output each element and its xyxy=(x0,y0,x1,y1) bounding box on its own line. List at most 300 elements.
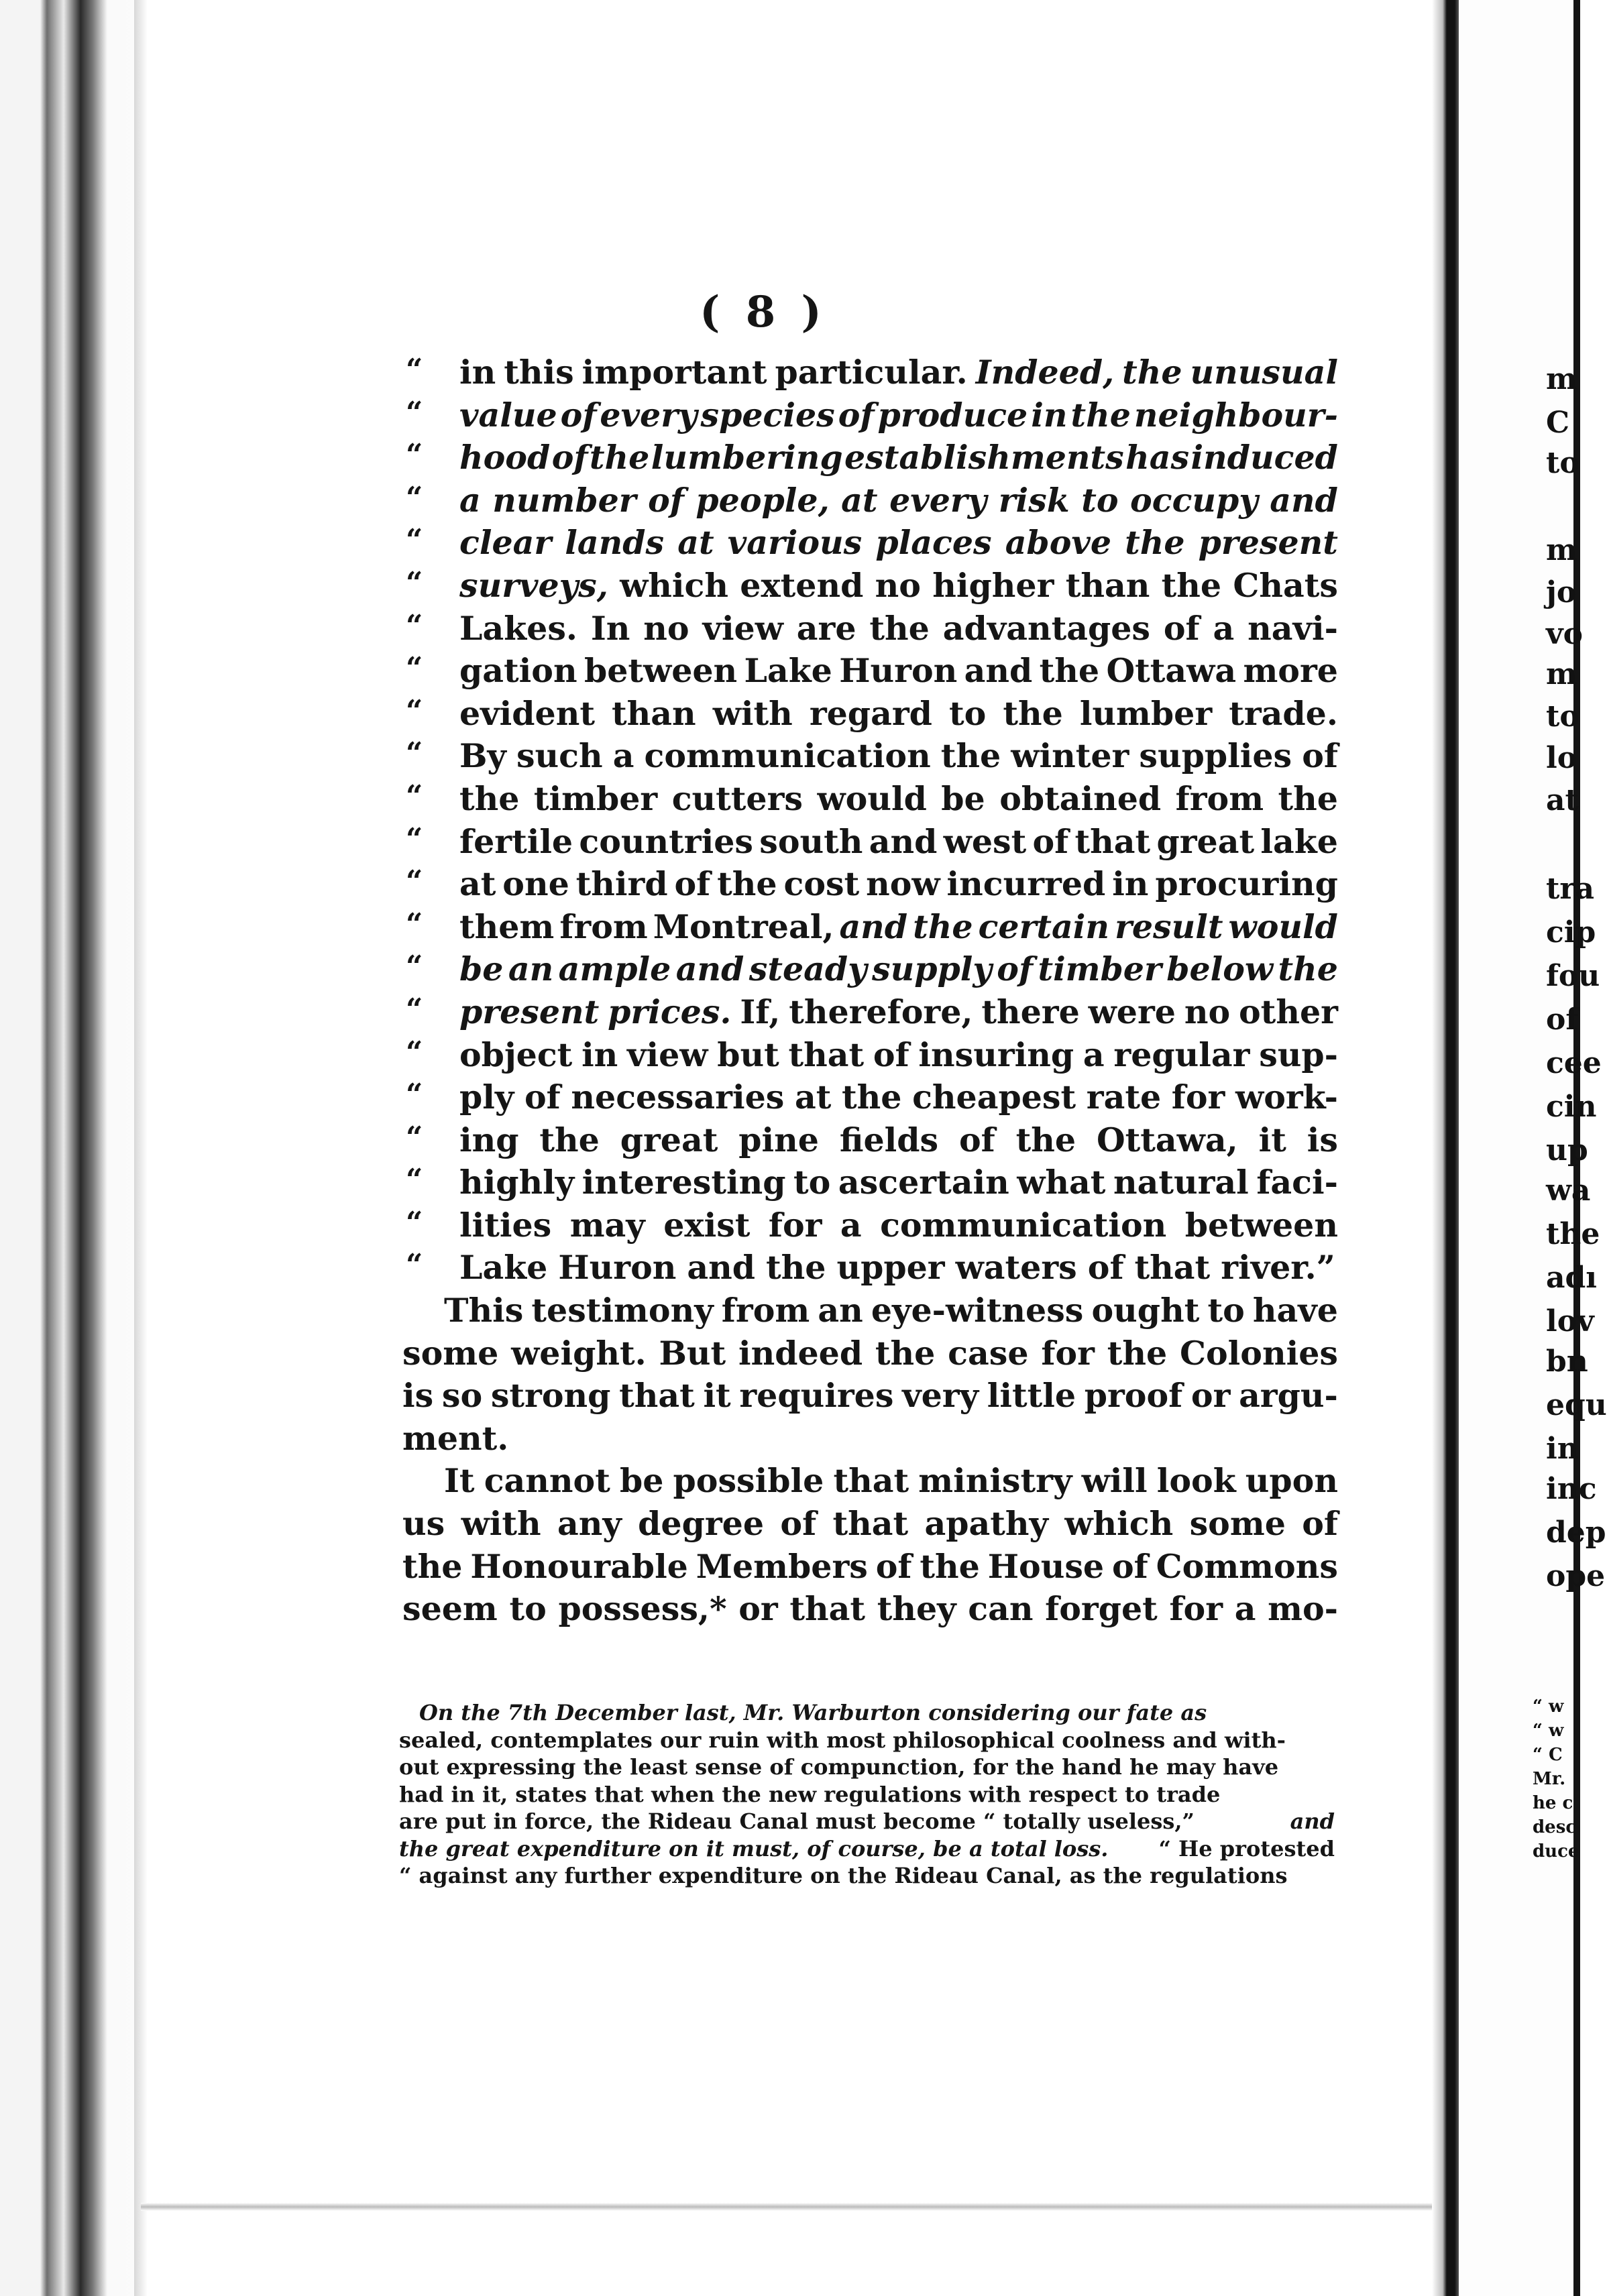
word: rate xyxy=(1086,1078,1162,1117)
word: it xyxy=(1258,1120,1286,1159)
word: the xyxy=(1070,395,1131,435)
word: no xyxy=(643,608,689,648)
word: or xyxy=(738,1589,778,1629)
word: therefore, xyxy=(789,992,973,1031)
quote-mark: “ xyxy=(406,736,423,771)
word: This xyxy=(444,1291,524,1330)
word: hood xyxy=(459,438,551,477)
word: will xyxy=(1081,1461,1148,1501)
text-line xyxy=(406,1205,1338,1249)
quote-mark: “ xyxy=(406,480,423,515)
word: fields xyxy=(839,1120,939,1159)
adjacent-page-fragment: in xyxy=(1546,1432,1579,1466)
word: the xyxy=(539,1120,600,1159)
word: and xyxy=(839,907,908,946)
word: the xyxy=(402,1546,463,1586)
word: river.” xyxy=(1221,1248,1335,1287)
adjacent-page-fragment: bn xyxy=(1546,1344,1588,1379)
word: of xyxy=(648,480,684,520)
word: of xyxy=(959,1120,995,1159)
word: establishments xyxy=(844,438,1124,477)
word: every xyxy=(889,480,987,520)
word: upon xyxy=(1245,1461,1338,1501)
word: the xyxy=(1015,1120,1076,1159)
adjacent-page-fragment: of xyxy=(1546,1002,1579,1037)
adjacent-page-fragment: equ xyxy=(1546,1388,1607,1422)
word: which xyxy=(620,565,728,605)
word: is xyxy=(402,1376,434,1416)
adjacent-page-fragment: cin xyxy=(1546,1090,1597,1124)
text-line xyxy=(406,1248,1338,1291)
footnote-text: are put in force, the Rideau Canal must become “ totally useless,” xyxy=(399,1809,1195,1834)
word: to xyxy=(793,1163,831,1202)
word: west xyxy=(943,821,1027,861)
word: procuring xyxy=(1155,864,1338,904)
word: between xyxy=(1184,1205,1338,1245)
quote-mark: “ xyxy=(406,353,423,387)
word: it xyxy=(703,1376,731,1416)
text-line xyxy=(402,1376,1338,1419)
word: neighbour- xyxy=(1133,395,1338,435)
footnote-line xyxy=(399,1700,1335,1727)
word: one xyxy=(502,864,569,904)
word: ascertain xyxy=(838,1163,1009,1202)
quote-mark: “ xyxy=(406,1120,423,1155)
word: have xyxy=(1252,1291,1338,1330)
word: unusual xyxy=(1190,353,1338,392)
word: from xyxy=(1175,779,1264,818)
word: an xyxy=(818,1291,863,1330)
word: communication xyxy=(644,736,931,776)
word: extend xyxy=(740,565,864,605)
word: the xyxy=(766,1248,826,1287)
adjacent-page-fragment: cip xyxy=(1546,915,1596,950)
quote-mark: “ xyxy=(406,1078,423,1112)
word: obtained xyxy=(999,779,1162,818)
word: the xyxy=(913,907,973,946)
word: no xyxy=(875,565,921,605)
word: of xyxy=(875,1546,912,1586)
word: cheapest xyxy=(912,1078,1076,1117)
word: south xyxy=(759,821,863,861)
text-line xyxy=(406,523,1338,566)
word: work- xyxy=(1235,1078,1338,1117)
word: the xyxy=(940,736,1001,776)
adjacent-footnote-fragment: “ C xyxy=(1533,1745,1563,1765)
word: a xyxy=(612,736,634,776)
word: sup- xyxy=(1259,1035,1338,1074)
word: countries xyxy=(579,821,753,861)
word: higher xyxy=(932,565,1054,605)
word: ing xyxy=(459,1120,519,1159)
paragraph xyxy=(402,1291,1338,1461)
adjacent-page-fragment: adı xyxy=(1546,1261,1597,1295)
word: be xyxy=(459,950,504,989)
word: timber xyxy=(1038,950,1162,989)
word: mo- xyxy=(1268,1589,1338,1629)
word: important xyxy=(581,353,767,392)
quote-mark: “ xyxy=(406,395,423,430)
word: of xyxy=(1302,736,1338,776)
text-line xyxy=(406,907,1338,950)
word: indeed xyxy=(738,1333,863,1373)
word: waters xyxy=(955,1248,1077,1287)
adjacent-page-fragment: dep xyxy=(1546,1515,1606,1550)
footnote-text: the great expenditure on it must, of course, be a total loss. xyxy=(399,1835,1109,1861)
word: winter xyxy=(1011,736,1129,776)
word: the xyxy=(869,608,930,648)
word: than xyxy=(612,693,696,733)
word: eye-witness xyxy=(871,1291,1084,1330)
word: with xyxy=(461,1504,541,1544)
word: to xyxy=(948,693,987,733)
word: of xyxy=(674,864,711,904)
word: the xyxy=(1039,651,1100,691)
footnote-line xyxy=(399,1836,1335,1863)
word: great xyxy=(1156,821,1255,861)
adjacent-page-fragment: tra xyxy=(1546,872,1595,906)
quote-mark: “ xyxy=(406,651,423,686)
word: present xyxy=(1198,523,1338,563)
word: in xyxy=(459,353,496,392)
word: with xyxy=(712,693,793,733)
word: at xyxy=(459,864,496,904)
page-number: ( 8 ) xyxy=(700,287,827,337)
word: in xyxy=(581,1035,618,1074)
text-line xyxy=(406,1120,1338,1163)
adjacent-page-fragment: ope xyxy=(1546,1559,1606,1593)
adjacent-footnote-fragment: “ w xyxy=(1533,1721,1564,1741)
text-line xyxy=(402,1589,1338,1632)
quote-mark: “ xyxy=(406,608,423,643)
scan-binding-edge xyxy=(0,0,141,2296)
word: advantages xyxy=(942,608,1150,648)
word: of xyxy=(873,1035,909,1074)
footnote-text: On the 7th December last, Mr. Warburton considering our fate as xyxy=(419,1700,1207,1725)
word: Lake xyxy=(459,1248,548,1287)
scan-right-edge xyxy=(1432,0,1459,2296)
word: various xyxy=(727,523,863,563)
word: certain xyxy=(978,907,1110,946)
word: proof xyxy=(1084,1376,1183,1416)
text-line xyxy=(402,1547,1338,1590)
word: are xyxy=(796,608,856,648)
quote-mark: “ xyxy=(406,1163,423,1198)
word: some xyxy=(1189,1504,1286,1544)
adjacent-page-fragment: C xyxy=(1546,406,1570,440)
text-line xyxy=(402,1504,1338,1547)
text-line xyxy=(402,1419,1338,1462)
word: some xyxy=(402,1333,499,1373)
word: clear xyxy=(459,523,552,563)
word: there xyxy=(981,992,1080,1031)
word: a xyxy=(1213,608,1235,648)
word: in xyxy=(1112,864,1149,904)
word: Lakes. xyxy=(459,608,577,648)
word: of xyxy=(1087,1248,1124,1287)
adjacent-footnote-fragment: desc xyxy=(1533,1817,1577,1837)
word: induced xyxy=(1190,438,1338,477)
text-line xyxy=(406,864,1338,907)
word: Commons xyxy=(1156,1546,1338,1586)
word: Members xyxy=(696,1546,868,1586)
word: incurred xyxy=(946,864,1106,904)
word: fertile xyxy=(459,821,573,861)
word: that xyxy=(832,1504,909,1544)
word: cannot xyxy=(484,1461,610,1501)
word: of xyxy=(551,438,588,477)
word: us xyxy=(402,1504,445,1544)
adjacent-page xyxy=(1459,0,1607,2296)
footnote-text: out expressing the least sense of compunction, for the hand he may have xyxy=(399,1754,1279,1780)
word: of xyxy=(1112,1546,1148,1586)
word: seem xyxy=(402,1589,498,1629)
word: of xyxy=(1302,1504,1338,1544)
word: this xyxy=(504,353,574,392)
adjacent-page-fragment: at xyxy=(1546,783,1579,817)
word: any xyxy=(557,1504,622,1544)
word: for xyxy=(1041,1333,1095,1373)
quote-mark: “ xyxy=(406,523,423,558)
word: the xyxy=(459,779,520,818)
word: or xyxy=(1190,1376,1231,1416)
word: has xyxy=(1125,438,1190,477)
word: ply xyxy=(459,1078,514,1117)
word: ministry xyxy=(918,1461,1072,1501)
word: the xyxy=(717,864,777,904)
footnote-line xyxy=(399,1782,1335,1809)
word: ment. xyxy=(402,1418,509,1458)
word: forget xyxy=(1045,1589,1158,1629)
word: necessaries xyxy=(571,1078,785,1117)
word: for xyxy=(1169,1589,1223,1629)
word: ample xyxy=(558,950,671,989)
adjacent-page-fragment: m xyxy=(1546,657,1577,691)
word: exist xyxy=(663,1205,751,1245)
word: so xyxy=(441,1376,483,1416)
word: requires xyxy=(739,1376,894,1416)
word: from xyxy=(721,1291,810,1330)
word: House xyxy=(987,1546,1105,1586)
word: but xyxy=(717,1035,779,1074)
text-line xyxy=(406,1163,1338,1206)
word: what xyxy=(1017,1163,1106,1202)
text-line xyxy=(406,395,1338,439)
word: supply xyxy=(872,950,992,989)
word: interesting xyxy=(581,1163,786,1202)
text-line xyxy=(406,693,1338,737)
adjacent-footnote-fragment: “ w xyxy=(1533,1697,1564,1717)
word: the xyxy=(1125,523,1185,563)
text-line xyxy=(406,565,1338,609)
word: lake xyxy=(1260,821,1338,861)
word: lumber xyxy=(1079,693,1213,733)
text-line xyxy=(402,1461,1338,1504)
word: Honourable xyxy=(470,1546,688,1586)
footnote-line xyxy=(399,1863,1335,1890)
word: below xyxy=(1166,950,1274,989)
adjacent-page-fragment: cee xyxy=(1546,1046,1602,1080)
word: that xyxy=(1074,821,1151,861)
text-line xyxy=(402,1291,1338,1334)
word: object xyxy=(459,1035,573,1074)
word: would xyxy=(817,779,927,818)
word: between xyxy=(584,651,738,691)
word: and xyxy=(675,950,744,989)
page-bottom-edge xyxy=(141,2203,1432,2211)
word: now xyxy=(866,864,940,904)
text-line xyxy=(406,950,1338,992)
word: upper xyxy=(836,1248,945,1287)
word: highly xyxy=(459,1163,575,1202)
word: evident xyxy=(459,693,595,733)
adjacent-page-fragment: vo xyxy=(1546,617,1583,651)
word: degree xyxy=(638,1504,765,1544)
word: of xyxy=(560,395,597,435)
word: little xyxy=(987,1376,1076,1416)
quoted-passage xyxy=(406,353,1338,1291)
quote-mark: “ xyxy=(406,821,423,856)
word: risk xyxy=(998,480,1070,520)
word: But xyxy=(659,1333,726,1373)
word: insuring xyxy=(918,1035,1074,1074)
text-line xyxy=(406,779,1338,822)
word: look xyxy=(1156,1461,1236,1501)
word: species xyxy=(700,395,835,435)
word: steady xyxy=(749,950,867,989)
word: a xyxy=(840,1205,862,1245)
word: very xyxy=(902,1376,979,1416)
word: the xyxy=(1107,1333,1168,1373)
word: If, xyxy=(740,992,781,1031)
adjacent-page-fragment: fou xyxy=(1546,959,1600,993)
word: navi- xyxy=(1248,608,1338,648)
word: value xyxy=(459,395,557,435)
word: ought xyxy=(1091,1291,1200,1330)
quote-mark: “ xyxy=(406,1248,423,1283)
word: such xyxy=(516,736,603,776)
word: gation xyxy=(459,651,577,691)
word: Montreal, xyxy=(653,907,834,946)
quote-mark: “ xyxy=(406,693,423,728)
word: can xyxy=(968,1589,1034,1629)
word: the xyxy=(1278,950,1338,989)
word: a xyxy=(1083,1035,1105,1074)
text-line xyxy=(406,608,1338,652)
word: from xyxy=(559,907,648,946)
word: than xyxy=(1065,565,1150,605)
text-line xyxy=(406,353,1338,396)
word: natural xyxy=(1113,1163,1249,1202)
adjacent-page-fragment: wa xyxy=(1546,1173,1591,1208)
word: Lake xyxy=(744,651,832,691)
word: and xyxy=(964,651,1033,691)
word: Chats xyxy=(1233,565,1338,605)
word: be xyxy=(941,779,985,818)
word: and xyxy=(869,821,938,861)
word: would xyxy=(1228,907,1338,946)
word: of xyxy=(780,1504,817,1544)
footnote-line xyxy=(399,1754,1335,1782)
word: pine xyxy=(738,1120,819,1159)
page-gutter-shadow xyxy=(134,0,148,2296)
word: lumbering xyxy=(651,438,843,477)
quote-mark: “ xyxy=(406,864,423,899)
adjacent-footnote-fragment: he c xyxy=(1533,1793,1573,1813)
word: Ottawa xyxy=(1106,651,1237,691)
word: prices. xyxy=(608,992,732,1031)
word: at xyxy=(841,480,878,520)
word: to xyxy=(1081,480,1119,520)
text-line xyxy=(406,821,1338,865)
word: apathy xyxy=(924,1504,1048,1544)
word: result xyxy=(1115,907,1223,946)
word: testimony xyxy=(531,1291,714,1330)
word: at xyxy=(794,1078,832,1117)
word: possess,* xyxy=(558,1589,727,1629)
word: people, xyxy=(696,480,830,520)
footnote-text: had in it, states that when the new regulations with respect to trade xyxy=(399,1781,1221,1807)
text-line xyxy=(406,736,1338,779)
footnote-text: “ He protested xyxy=(1158,1835,1335,1861)
adjacent-page-fragment: up xyxy=(1546,1133,1588,1167)
word: of xyxy=(524,1078,561,1117)
word: possible xyxy=(673,1461,824,1501)
word: the xyxy=(920,1546,980,1586)
word: to xyxy=(1207,1291,1245,1330)
word: supplies xyxy=(1139,736,1292,776)
word: them xyxy=(459,907,555,946)
quote-mark: “ xyxy=(406,907,423,941)
word: weight. xyxy=(511,1333,647,1373)
word: timber xyxy=(533,779,658,818)
word: trade. xyxy=(1229,693,1338,733)
word: the xyxy=(1278,779,1338,818)
word: were xyxy=(1088,992,1176,1031)
word: the xyxy=(1161,565,1222,605)
word: the xyxy=(1003,693,1063,733)
word: number xyxy=(492,480,636,520)
word: every xyxy=(600,395,698,435)
quote-mark: “ xyxy=(406,1035,423,1070)
footnote xyxy=(399,1700,1335,1890)
word: produce xyxy=(877,395,1028,435)
word: places xyxy=(875,523,992,563)
word: great xyxy=(620,1120,718,1159)
text-line xyxy=(406,1035,1338,1078)
footnote-text: and xyxy=(1290,1809,1335,1834)
footnote-line xyxy=(399,1809,1335,1836)
word: cutters xyxy=(671,779,804,818)
word: communication xyxy=(880,1205,1167,1245)
word: they xyxy=(877,1589,956,1629)
quote-mark: “ xyxy=(406,779,423,813)
adjacent-page-fragment: m xyxy=(1546,533,1577,567)
adjacent-page-fragment: inc xyxy=(1546,1472,1597,1506)
word: Indeed, xyxy=(975,353,1115,392)
text-line xyxy=(406,651,1338,694)
word: lands xyxy=(565,523,665,563)
word: for xyxy=(768,1205,822,1245)
word: of xyxy=(838,395,875,435)
word: that xyxy=(833,1461,909,1501)
word: view xyxy=(702,608,783,648)
word: at xyxy=(677,523,714,563)
word: the xyxy=(842,1078,902,1117)
word: in xyxy=(1031,395,1068,435)
word: third xyxy=(575,864,668,904)
adjacent-page-fragment: to xyxy=(1546,699,1580,734)
